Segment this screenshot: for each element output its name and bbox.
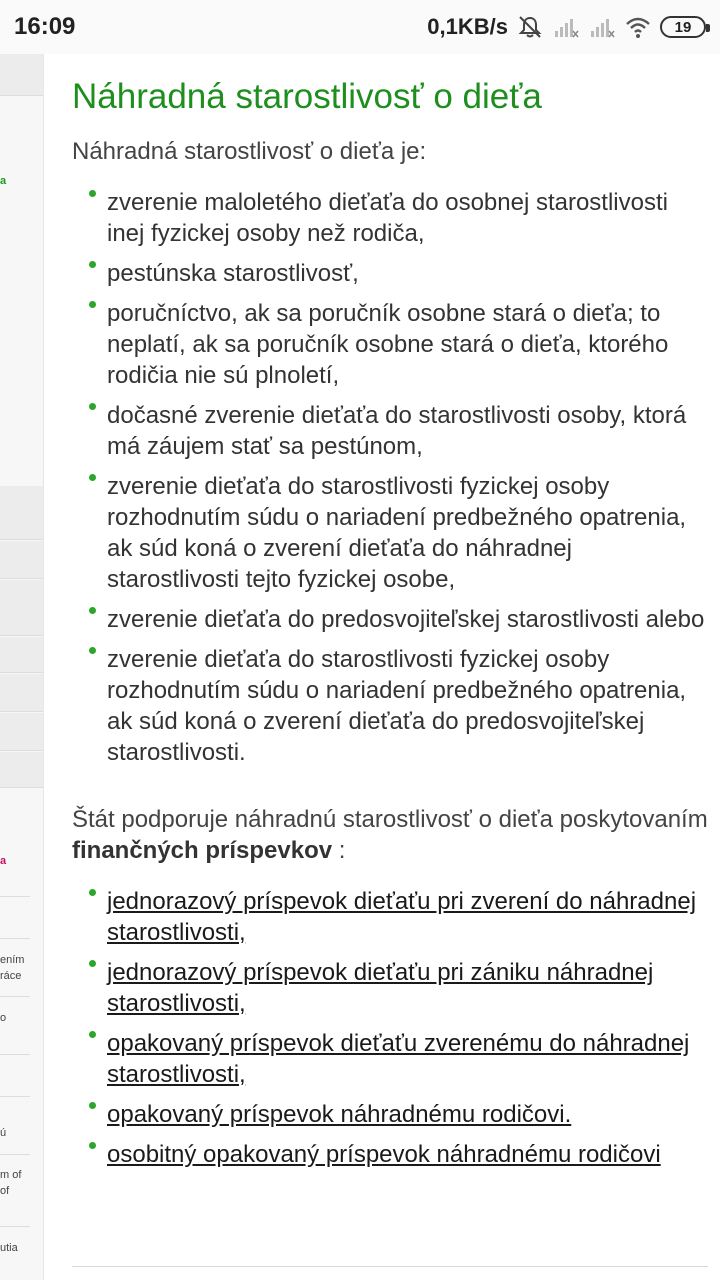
side-menu-divider bbox=[0, 1154, 30, 1155]
side-menu-fragment[interactable]: of bbox=[0, 1185, 10, 1197]
list-item-text: poručníctvo, ak sa poručník osobne stará o dieťa; to neplatí, ak sa poručník osobne stará o dieťa, ktorého rodičia nie sú plnoletí, bbox=[107, 300, 669, 389]
side-menu-item[interactable] bbox=[0, 486, 44, 540]
side-menu-fragment[interactable]: a bbox=[0, 855, 7, 867]
list-item bbox=[72, 258, 708, 289]
bullet-icon bbox=[89, 1031, 96, 1038]
bullet-icon bbox=[89, 261, 96, 268]
article bbox=[72, 76, 708, 1179]
side-menu-divider bbox=[0, 1226, 30, 1227]
bullet-icon bbox=[89, 403, 96, 410]
status-right bbox=[427, 13, 706, 41]
side-menu-fragment[interactable]: ú bbox=[0, 1127, 7, 1139]
page-title: Náhradná starostlivosť o dieťa bbox=[72, 77, 542, 116]
list-item-text: zverenie dieťaťa do starostlivosti fyzickej osoby rozhodnutím súdu o nariadení predbežného opatrenia, ak súd koná o zverení dieťaťa do náhradnej starostlivosti tejto fyzickej osobe, bbox=[107, 473, 687, 593]
battery-icon: 19 bbox=[660, 16, 706, 38]
side-menu-divider bbox=[0, 896, 30, 897]
side-menu-item[interactable] bbox=[0, 580, 44, 636]
side-menu-item[interactable] bbox=[0, 541, 44, 579]
list-item bbox=[72, 604, 708, 635]
list-item bbox=[72, 400, 708, 462]
allowance-link-one-time-termination[interactable]: jednorazový príspevok dieťaťu pri zániku náhradnej starostlivosti, bbox=[107, 959, 654, 1017]
section-divider bbox=[72, 1266, 708, 1267]
status-bar bbox=[0, 0, 720, 54]
side-menu-divider bbox=[0, 996, 30, 997]
allowance-link-special-recurring-parent[interactable]: osobitný opakovaný príspevok náhradnému rodičovi bbox=[107, 1141, 661, 1168]
signal-icon bbox=[552, 13, 580, 41]
side-menu-fragment[interactable]: utia bbox=[0, 1242, 18, 1254]
list-item-text: zverenie dieťaťa do predosvojiteľskej starostlivosti alebo bbox=[107, 606, 705, 633]
side-menu-item[interactable] bbox=[0, 752, 44, 788]
list-item-text: zverenie dieťaťa do starostlivosti fyzickej osoby rozhodnutím súdu o nariadení predbežného opatrenia, ak súd koná o zverení dieťaťa do predosvojiteľskej starostlivosti. bbox=[107, 646, 687, 766]
side-menu-item[interactable] bbox=[0, 637, 44, 673]
link-item bbox=[72, 1099, 708, 1130]
list-item-text: zverenie maloletého dieťaťa do osobnej starostlivosti inej fyzickej osoby než rodiča, bbox=[107, 189, 668, 247]
list-item bbox=[72, 298, 708, 391]
side-menu-divider bbox=[0, 938, 30, 939]
network-speed: 0,1KB/s bbox=[427, 14, 508, 39]
list-item-text: pestúnska starostlivosť, bbox=[107, 260, 359, 287]
side-menu-item[interactable] bbox=[0, 674, 44, 712]
side-menu-header[interactable] bbox=[0, 54, 44, 96]
allowance-link-one-time-placement[interactable]: jednorazový príspevok dieťaťu pri zverení do náhradnej starostlivosti, bbox=[107, 888, 697, 946]
bullet-icon bbox=[89, 190, 96, 197]
bullet-icon bbox=[89, 301, 96, 308]
link-item bbox=[72, 1028, 708, 1090]
side-menu-fragment[interactable]: ením bbox=[0, 954, 25, 966]
side-menu-divider bbox=[0, 1096, 30, 1097]
list-item bbox=[72, 187, 708, 249]
support-text: Štát podporuje náhradnú starostlivosť o dieťa poskytovaním bbox=[72, 806, 708, 833]
bullet-icon bbox=[89, 889, 96, 896]
status-time: 16:09 bbox=[14, 13, 76, 40]
mute-icon bbox=[516, 13, 544, 41]
list-item-text: dočasné zverenie dieťaťa do starostlivosti osoby, ktorá má záujem stať sa pestúnom, bbox=[107, 402, 687, 460]
list-item bbox=[72, 644, 708, 768]
definition-list bbox=[72, 187, 708, 768]
wifi-icon bbox=[624, 13, 652, 41]
side-menu-item[interactable] bbox=[0, 713, 44, 751]
list-item bbox=[72, 471, 708, 595]
bullet-icon bbox=[89, 960, 96, 967]
link-item bbox=[72, 1139, 708, 1170]
side-menu-divider bbox=[0, 1054, 30, 1055]
link-item bbox=[72, 886, 708, 948]
side-menu-fragment[interactable]: ráce bbox=[0, 970, 22, 982]
bullet-icon bbox=[89, 1142, 96, 1149]
intro-text: Náhradná starostlivosť o dieťa je: bbox=[72, 138, 427, 165]
allowance-link-list bbox=[72, 886, 708, 1170]
side-menu[interactable] bbox=[0, 54, 44, 1280]
bullet-icon bbox=[89, 647, 96, 654]
signal-icon bbox=[588, 13, 616, 41]
bullet-icon bbox=[89, 607, 96, 614]
allowance-link-recurring-child[interactable]: opakovaný príspevok dieťaťu zverenému do náhradnej starostlivosti, bbox=[107, 1030, 690, 1088]
side-menu-fragment[interactable]: a bbox=[0, 175, 7, 187]
allowance-link-recurring-parent[interactable]: opakovaný príspevok náhradnému rodičovi. bbox=[107, 1101, 572, 1128]
side-menu-fragment[interactable]: o bbox=[0, 1012, 7, 1024]
support-suffix: : bbox=[332, 837, 346, 864]
support-paragraph bbox=[72, 804, 708, 866]
bullet-icon bbox=[89, 474, 96, 481]
link-item bbox=[72, 957, 708, 1019]
support-bold: finančných príspevkov bbox=[72, 837, 333, 864]
side-menu-fragment[interactable]: m of bbox=[0, 1169, 22, 1181]
bullet-icon bbox=[89, 1102, 96, 1109]
